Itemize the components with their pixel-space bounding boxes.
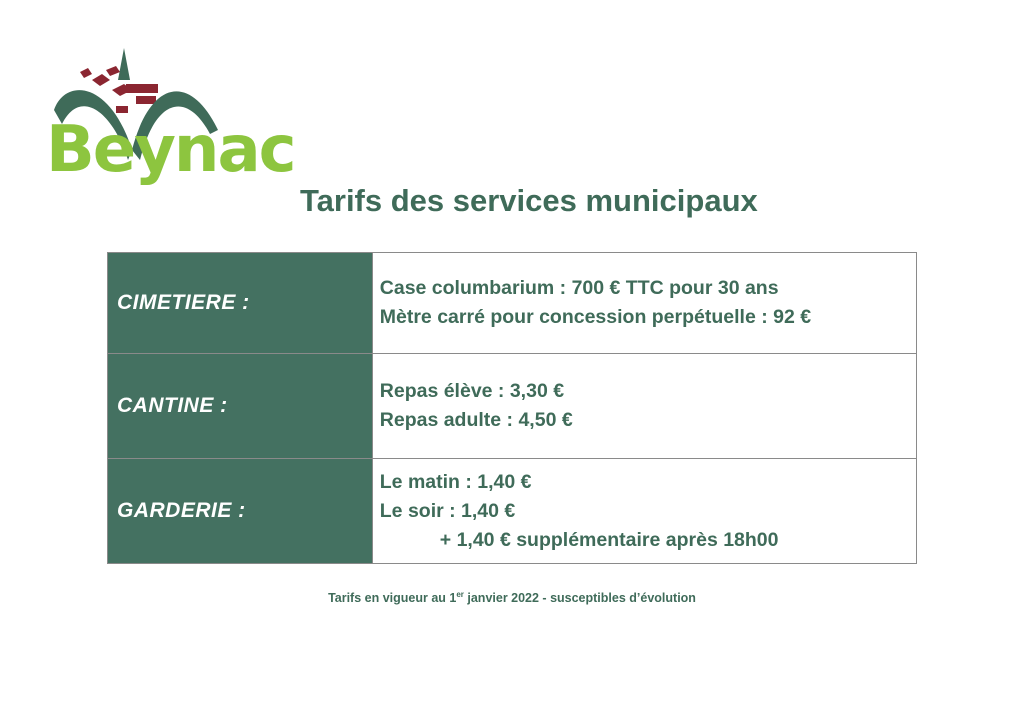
tariff-table [107, 252, 917, 564]
table-row-cimetiere [108, 253, 917, 354]
category-cell: CIMETIERE : [108, 253, 373, 354]
logo-text: Beynac [46, 113, 295, 187]
beynac-logo [40, 40, 295, 215]
category-cell: CANTINE : [108, 354, 373, 459]
footer-note [0, 590, 1024, 605]
price-line: Le matin : 1,40 € [379, 470, 532, 493]
footer-superscript: er [456, 590, 464, 599]
price-line: Mètre carré pour concession perpétuelle : 92 € [379, 306, 812, 328]
page-title: Tarifs des services municipaux [300, 183, 758, 218]
details-cell [372, 354, 916, 459]
details-cell [372, 253, 916, 354]
footer-text: janvier 2022 - susceptibles d’évolution [463, 591, 696, 606]
footer-text: Tarifs en vigueur au 1 [328, 591, 457, 606]
price-line: Le soir : 1,40 € [379, 499, 516, 522]
details-cell [372, 459, 916, 564]
price-line: + 1,40 € supplémentaire après 18h00 [439, 528, 779, 551]
price-line: Repas élève : 3,30 € [379, 380, 565, 402]
price-line: Repas adulte : 4,50 € [379, 409, 573, 431]
price-line: Case columbarium : 700 € TTC pour 30 ans [379, 277, 779, 299]
category-cell: GARDERIE : [108, 459, 373, 564]
table-row-cantine [108, 354, 917, 459]
table-row-garderie [108, 459, 917, 564]
